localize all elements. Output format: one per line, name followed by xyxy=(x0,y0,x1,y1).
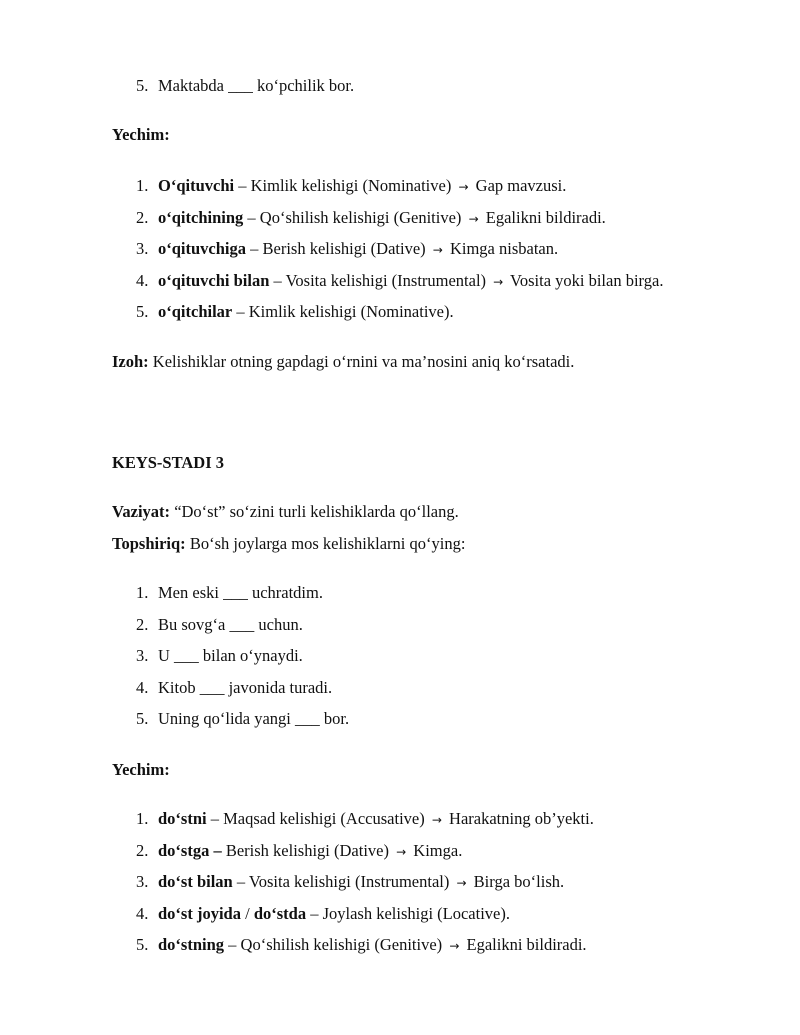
exercise-item: 5. Uning qo‘lida yangi ___ bor. xyxy=(136,709,350,728)
task-text: Bo‘sh joylarga mos kelishiklarni qo‘ying: xyxy=(185,534,466,553)
situation-paragraph xyxy=(112,502,459,522)
exercise-item: 4. Kitob ___ javonida turadi. xyxy=(136,678,333,697)
task-paragraph xyxy=(112,534,465,554)
arrow-icon: → xyxy=(396,845,407,859)
task-label: Topshiriq: xyxy=(112,534,186,553)
situation-label: Vaziyat: xyxy=(112,502,171,521)
arrow-icon: → xyxy=(432,243,443,257)
list-item: 2. do‘stga – Berish kelishigi (Dative) → Kimga. xyxy=(136,841,463,860)
situation-text: “Do‘st” so‘zini turli kelishiklarda qo‘llang. xyxy=(170,502,459,521)
list-item: 3. do‘st bilan – Vosita kelishigi (Instrumental) → Birga bo‘lish. xyxy=(136,872,565,891)
arrow-icon: → xyxy=(431,813,442,827)
arrow-icon: → xyxy=(456,876,467,890)
arrow-icon: → xyxy=(493,275,504,289)
term: do‘stga – xyxy=(158,841,222,860)
exercise-item: 1. Men eski ___ uchratdim. xyxy=(136,583,323,602)
exercise-item: 2. Bu sovg‘a ___ uchun. xyxy=(136,615,303,634)
list-item: 1. do‘stni – Maqsad kelishigi (Accusative) → Harakatning ob’yekti. xyxy=(136,809,594,828)
list-item: 4. do‘st joyida / do‘stda – Joylash kelishigi (Locative). xyxy=(136,904,510,923)
section-heading-yechim: Yechim: xyxy=(112,760,170,779)
arrow-icon: → xyxy=(449,939,460,953)
term: do‘st bilan xyxy=(158,872,233,891)
arrow-icon: → xyxy=(458,180,469,194)
note-label: Izoh: xyxy=(112,352,149,371)
term: o‘qituvchiga xyxy=(158,239,247,258)
list-item: 5. do‘stning – Qo‘shilish kelishigi (Genitive) → Egalikni bildiradi. xyxy=(136,935,587,954)
arrow-icon: → xyxy=(468,212,479,226)
term: do‘stning xyxy=(158,935,225,954)
list-item: 5. o‘qitchilar – Kimlik kelishigi (Nominative). xyxy=(136,302,454,321)
term: do‘stda xyxy=(253,904,307,923)
list-item: 3. o‘qituvchiga – Berish kelishigi (Dative) → Kimga nisbatan. xyxy=(136,239,559,258)
note-text: Kelishiklar otning gapdagi o‘rnini va ma’nosini aniq ko‘rsatadi. xyxy=(148,352,575,371)
note-paragraph xyxy=(112,352,574,372)
term: o‘qitchilar xyxy=(158,302,233,321)
term: o‘qitchining xyxy=(158,208,244,227)
term: do‘st joyida xyxy=(158,904,241,923)
exercise-item: 3. U ___ bilan o‘ynaydi. xyxy=(136,646,303,665)
list-item: 1. O‘qituvchi – Kimlik kelishigi (Nominative) → Gap mavzusi. xyxy=(136,176,567,195)
term: o‘qituvchi bilan xyxy=(158,271,270,290)
list-number: 5. xyxy=(136,76,149,95)
case-study-title: KEYS-STADI 3 xyxy=(112,453,225,472)
list-item xyxy=(136,76,354,96)
list-text: Maktabda ___ ko‘pchilik bor. xyxy=(158,76,355,95)
list-item: 2. o‘qitchining – Qo‘shilish kelishigi (Genitive) → Egalikni bildiradi. xyxy=(136,208,606,227)
term: O‘qituvchi xyxy=(158,176,235,195)
term: do‘stni xyxy=(158,809,207,828)
list-item: 4. o‘qituvchi bilan – Vosita kelishigi (Instrumental) → Vosita yoki bilan birga. xyxy=(136,271,664,290)
section-heading-yechim: Yechim: xyxy=(112,125,170,144)
